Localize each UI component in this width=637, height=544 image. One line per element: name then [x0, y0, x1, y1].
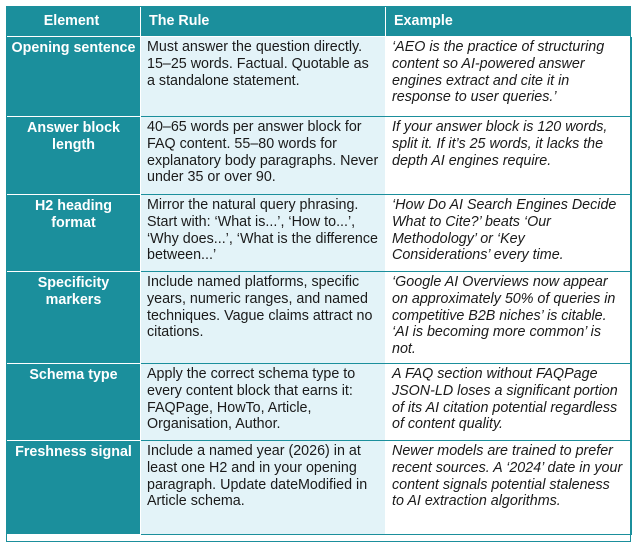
table-row: [7, 441, 632, 535]
rule-cell: 40–65 words per answer block for FAQ content. 55–80 words for explanatory body paragraphs. Never under 35 or over 90.: [141, 117, 386, 195]
example-cell: ‘Google AI Overviews now appear on approximately 50% of queries in competitive B2B niches’ is citable. ‘AI is becoming more common’ is not.: [386, 272, 632, 364]
rule-cell: Mirror the natural query phrasing. Start with: ‘What is...’, ‘How to...’, ‘Why does...’, ‘What is the difference between...’: [141, 195, 386, 272]
example-cell: A FAQ section without FAQPage JSON-LD loses a significant portion of its AI citation potential regardless of content quality.: [386, 364, 632, 441]
header-rule: The Rule: [141, 7, 386, 37]
rules-table-container: [6, 6, 631, 535]
table-row: [7, 272, 632, 364]
table-row: [7, 117, 632, 195]
element-cell: Schema type: [7, 364, 141, 441]
header-row: [7, 7, 632, 37]
rule-cell: Include named platforms, specific years, numeric ranges, and named techniques. Vague claims attract no citations.: [141, 272, 386, 364]
header-element: Element: [7, 7, 141, 37]
table-row: [7, 195, 632, 272]
element-cell: Freshness signal: [7, 441, 141, 535]
example-cell: Newer models are trained to prefer recent sources. A ‘2024’ date in your content signals potential staleness to AI extraction algorithms.: [386, 441, 632, 535]
example-cell: ‘AEO is the practice of structuring content so AI-powered answer engines extract and cite it in response to user queries.’: [386, 37, 632, 117]
rule-cell: Must answer the question directly. 15–25 words. Factual. Quotable as a standalone statement.: [141, 37, 386, 117]
header-example: Example: [386, 7, 632, 37]
example-cell: If your answer block is 120 words, split it. If it’s 25 words, it lacks the depth AI engines require.: [386, 117, 632, 195]
element-cell: Opening sentence: [7, 37, 141, 117]
element-cell: Specificity markers: [7, 272, 141, 364]
table-row: [7, 37, 632, 117]
table-row: [7, 364, 632, 441]
element-cell: H2 heading format: [7, 195, 141, 272]
example-cell: ‘How Do AI Search Engines Decide What to Cite?’ beats ‘Our Methodology’ or ‘Key Considerations’ every time.: [386, 195, 632, 272]
rule-cell: Include a named year (2026) in at least one H2 and in your opening paragraph. Update dateModified in Article schema.: [141, 441, 386, 535]
element-cell: Answer block length: [7, 117, 141, 195]
aeo-rules-table: [6, 6, 632, 535]
rule-cell: Apply the correct schema type to every content block that earns it: FAQPage, HowTo, Article, Organisation, Author.: [141, 364, 386, 441]
